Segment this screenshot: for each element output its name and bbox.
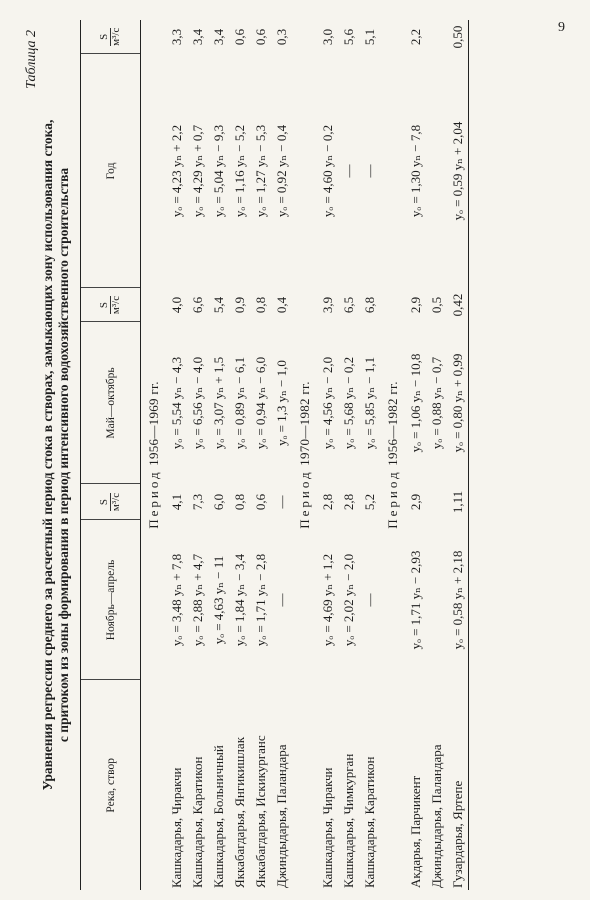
table-row xyxy=(208,20,229,890)
s-unit: м³/с xyxy=(110,27,122,46)
period-years: 1956—1982 гг. xyxy=(384,381,400,466)
s-nov-apr: 0,8 xyxy=(231,493,247,511)
header-may-oct: Май—октябрь xyxy=(81,322,141,484)
header-s1 xyxy=(81,484,141,520)
table-row xyxy=(426,20,447,890)
s-may-oct: 0,5 xyxy=(428,296,444,314)
eq-nov-apr: yₒ = 1,71 yₙ − 2,8 xyxy=(252,553,268,647)
eq-may-oct: yₒ = 1,3 yₙ − 1,0 xyxy=(273,360,289,446)
s-may-oct: 0,9 xyxy=(231,296,247,314)
eq-nov-apr: — xyxy=(273,593,289,607)
header-river: Река, створ xyxy=(81,680,141,890)
eq-year: yₒ = 4,29 yₙ + 0,7 xyxy=(189,124,205,218)
eq-year: yₒ = 0,92 yₙ − 0,4 xyxy=(273,124,289,218)
period-word: Период xyxy=(384,469,400,529)
s-may-oct: 0,42 xyxy=(447,288,469,322)
river-cell: Джиндыдарья, Паландара xyxy=(428,744,444,888)
eq-may-oct: yₒ = 0,88 yₙ − 0,7 xyxy=(428,356,444,450)
s-nov-apr: — xyxy=(273,495,289,509)
period-word: Период xyxy=(296,469,312,529)
period-row xyxy=(141,20,167,890)
river-cell: Кашкадарья, Каратикон xyxy=(361,756,377,888)
eq-year: yₒ = 5,04 yₙ − 9,3 xyxy=(210,124,226,218)
table-row xyxy=(447,20,469,890)
s-nov-apr: 2,8 xyxy=(340,493,356,511)
rotated-page xyxy=(10,20,580,890)
eq-nov-apr xyxy=(426,520,447,680)
s-year: 2,2 xyxy=(407,28,423,46)
s-year: 3,4 xyxy=(189,28,205,46)
s-nov-apr xyxy=(426,484,447,520)
table-row xyxy=(317,20,338,890)
river-cell: Акдарья, Парчикент xyxy=(407,775,423,888)
table-row xyxy=(187,20,208,890)
eq-may-oct: yₒ = 5,68 yₙ − 0,2 xyxy=(340,356,356,450)
river-cell: Кашкадарья, Чимкурган xyxy=(340,753,356,888)
eq-nov-apr: yₒ = 4,63 yₙ − 11 xyxy=(210,555,226,645)
s-year: 0,6 xyxy=(231,28,247,46)
eq-year: yₒ = 4,23 yₙ + 2,2 xyxy=(168,124,184,218)
river-cell: Кашкадарья, Каратикон xyxy=(189,756,205,888)
table-row xyxy=(229,20,250,890)
table-title xyxy=(40,20,72,890)
s-may-oct: 6,8 xyxy=(361,296,377,314)
eq-year: — xyxy=(361,164,377,178)
eq-year: yₒ = 0,59 yₙ + 2,04 xyxy=(447,54,469,288)
eq-year: yₒ = 1,30 yₙ − 7,8 xyxy=(407,124,423,218)
eq-year: yₒ = 1,16 yₙ − 5,2 xyxy=(231,124,247,218)
eq-may-oct: yₒ = 4,56 yₙ − 2,0 xyxy=(319,356,335,450)
s-year: 5,1 xyxy=(361,28,377,46)
s-year: 0,6 xyxy=(252,28,268,46)
header-nov-apr: Ноябрь—апрель xyxy=(81,520,141,680)
s-may-oct: 2,9 xyxy=(407,296,423,314)
s-nov-apr: 0,6 xyxy=(252,493,268,511)
river-cell: Яккабагдарья, Янгикишлак xyxy=(231,736,247,888)
s-may-oct: 6,5 xyxy=(340,296,356,314)
river-cell: Кашкадарья, Чиракчи xyxy=(319,767,335,888)
period-row xyxy=(292,20,317,890)
s-label: S xyxy=(99,28,111,46)
eq-year: yₒ = 1,27 yₙ − 5,3 xyxy=(252,124,268,218)
s-year: 0,3 xyxy=(273,28,289,46)
eq-may-oct: yₒ = 1,06 yₙ − 10,8 xyxy=(407,353,423,453)
s-year: 3,3 xyxy=(168,28,184,46)
s-nov-apr: 2,9 xyxy=(407,493,423,511)
eq-may-oct: yₒ = 0,80 yₙ + 0,99 xyxy=(447,322,469,484)
s-label: S xyxy=(99,493,111,511)
eq-may-oct: yₒ = 0,89 yₙ − 6,1 xyxy=(231,356,247,450)
s-year: 5,6 xyxy=(340,28,356,46)
s-may-oct: 4,0 xyxy=(168,296,184,314)
s-nov-apr: 4,1 xyxy=(168,493,184,511)
s-may-oct: 5,4 xyxy=(210,296,226,314)
table-label: Таблица 2 xyxy=(24,30,39,89)
s-nov-apr: 7,3 xyxy=(189,493,205,511)
table-row xyxy=(405,20,426,890)
eq-nov-apr: yₒ = 1,84 yₙ − 3,4 xyxy=(231,553,247,647)
river-cell: Кашкадарья, Больничный xyxy=(210,745,226,888)
eq-nov-apr: yₒ = 2,88 yₙ + 4,7 xyxy=(189,553,205,647)
s-may-oct: 6,6 xyxy=(189,296,205,314)
eq-may-oct: yₒ = 6,56 yₙ − 4,0 xyxy=(189,356,205,450)
header-row xyxy=(81,20,141,890)
river-cell: Кашкадарья, Чиракчи xyxy=(168,767,184,888)
eq-year: — xyxy=(340,164,356,178)
table-row xyxy=(271,20,292,890)
regression-table xyxy=(80,20,469,890)
eq-may-oct: yₒ = 0,94 yₙ − 6,0 xyxy=(252,356,268,450)
title-line-1: Уравнения регрессии среднего за расчетный период стока в створах, замыкающих зону использования стока, xyxy=(40,119,55,791)
header-s3 xyxy=(81,20,141,54)
river-cell: Джиндыдарья, Паландара xyxy=(273,744,289,888)
eq-nov-apr: — xyxy=(361,593,377,607)
period-years: 1970—1982 гг. xyxy=(296,381,312,466)
table-row xyxy=(250,20,271,890)
s-may-oct: 0,8 xyxy=(252,296,268,314)
river-cell: Гузардарья, Яртепе xyxy=(447,680,469,890)
page-number: 9 xyxy=(558,20,565,35)
table-row xyxy=(338,20,359,890)
s-unit: м³/с xyxy=(110,295,122,315)
period-years: 1956—1969 гг. xyxy=(145,381,161,466)
title-line-2: с притоком из зоны формирования в период интенсивного водохозяйственного строительства xyxy=(56,167,71,743)
period-row xyxy=(380,20,405,890)
table-row xyxy=(166,20,187,890)
s-unit: м³/с xyxy=(110,492,122,512)
eq-nov-apr: yₒ = 4,69 yₙ + 1,2 xyxy=(319,553,335,647)
eq-year: yₒ = 4,60 yₙ − 0,2 xyxy=(319,124,335,218)
eq-year xyxy=(426,54,447,288)
s-may-oct: 0,4 xyxy=(273,296,289,314)
river-cell: Яккабагдарья, Искикурганс xyxy=(252,735,268,888)
header-year: Год xyxy=(81,54,141,288)
s-label: S xyxy=(99,296,111,314)
s-nov-apr: 5,2 xyxy=(361,493,377,511)
s-nov-apr: 6,0 xyxy=(210,493,226,511)
eq-nov-apr: yₒ = 2,02 yₙ − 2,0 xyxy=(340,553,356,647)
s-year xyxy=(426,20,447,54)
s-nov-apr: 2,8 xyxy=(319,493,335,511)
s-year: 3,0 xyxy=(319,28,335,46)
s-year: 3,4 xyxy=(210,28,226,46)
eq-may-oct: yₒ = 3,07 yₙ + 1,5 xyxy=(210,356,226,450)
eq-nov-apr: yₒ = 1,71 yₙ − 2,93 xyxy=(407,550,423,650)
eq-nov-apr: yₒ = 3,48 yₙ + 7,8 xyxy=(168,553,184,647)
eq-nov-apr: yₒ = 0,58 yₙ + 2,18 xyxy=(447,520,469,680)
s-year: 0,50 xyxy=(447,20,469,54)
period-word: Период xyxy=(145,469,161,529)
eq-may-oct: yₒ = 5,85 yₙ − 1,1 xyxy=(361,356,377,450)
table-row xyxy=(359,20,380,890)
s-nov-apr: 1,11 xyxy=(447,484,469,520)
s-may-oct: 3,9 xyxy=(319,296,335,314)
eq-may-oct: yₒ = 5,54 yₙ − 4,3 xyxy=(168,356,184,450)
header-s2 xyxy=(81,288,141,322)
